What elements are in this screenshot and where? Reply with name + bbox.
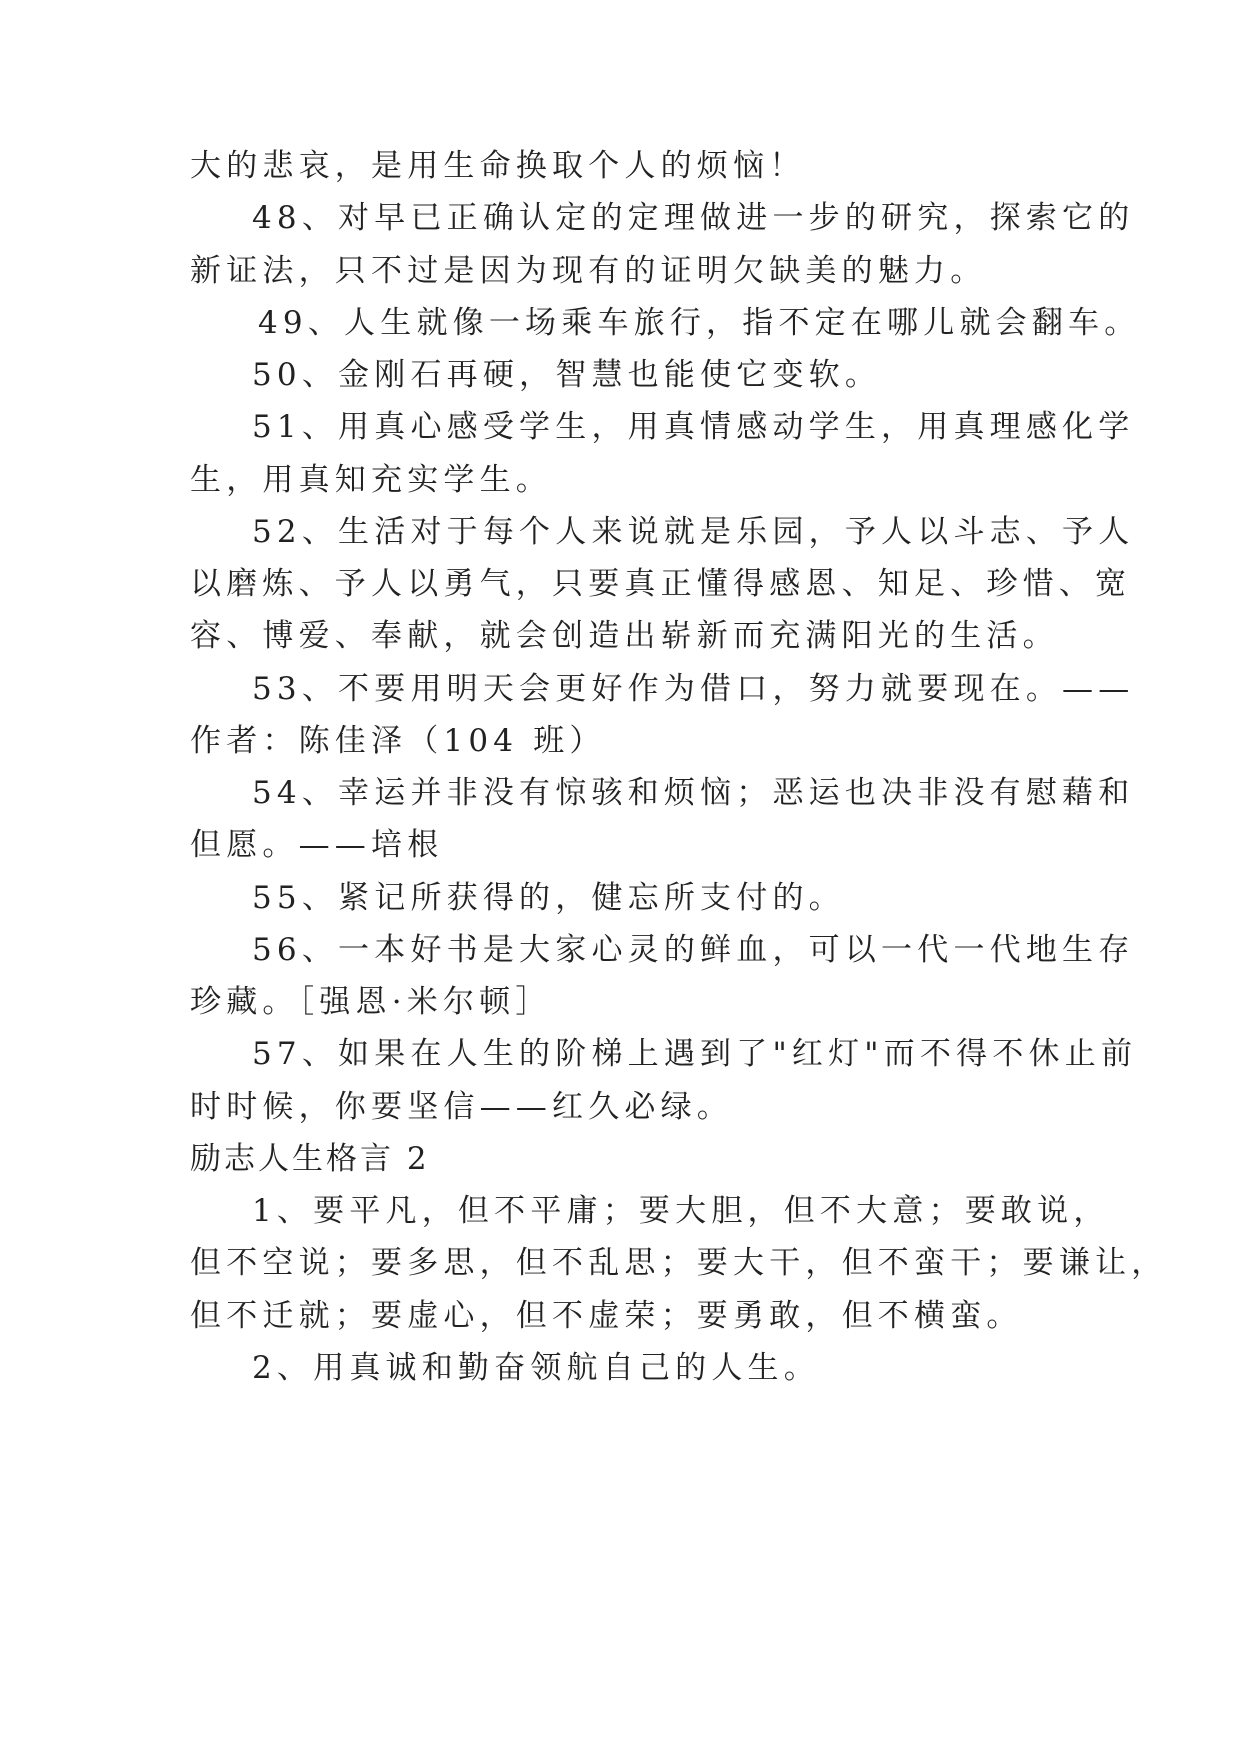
list-item-52: 52、生活对于每个人来说就是乐园，予人以斗志、予人 bbox=[252, 514, 1135, 550]
text-line: 以磨炼、予人以勇气，只要真正懂得感恩、知足、珍惜、宽 bbox=[190, 566, 1132, 602]
list-item-51: 51、用真心感受学生，用真情感动学生，用真理感化学 bbox=[252, 409, 1135, 445]
text-line: 但不空说；要多思，但不乱思；要大干，但不蛮干；要谦让， bbox=[190, 1245, 1168, 1281]
list-item-56: 56、一本好书是大家心灵的鲜血，可以一代一代地生存 bbox=[252, 932, 1135, 968]
text-line: 新证法，只不过是因为现有的证明欠缺美的魅力。 bbox=[190, 253, 987, 289]
list-item-53: 53、不要用明天会更好作为借口，努力就要现在。—— bbox=[252, 671, 1135, 707]
text-line: 大的悲哀，是用生命换取个人的烦恼！ bbox=[190, 148, 806, 184]
list-item-2: 2、用真诚和勤奋领航自己的人生。 bbox=[252, 1350, 820, 1386]
text-line: 但不迁就；要虚心，但不虚荣；要勇敢，但不横蛮。 bbox=[190, 1298, 1023, 1334]
list-item-57: 57、如果在人生的阶梯上遇到了"红灯"而不得不休止前 bbox=[252, 1036, 1138, 1072]
text-line: 容、博爱、奉献，就会创造出崭新而充满阳光的生活。 bbox=[190, 618, 1059, 654]
list-item-1: 1、要平凡，但不平庸；要大胆，但不大意；要敢说， bbox=[252, 1193, 1110, 1229]
text-line: 时时候，你要坚信——红久必绿。 bbox=[190, 1089, 733, 1125]
list-item-48: 48、对早已正确认定的定理做进一步的研究，探索它的 bbox=[252, 200, 1135, 236]
list-item-54: 54、幸运并非没有惊骇和烦恼；恶运也决非没有慰藉和 bbox=[252, 775, 1135, 811]
list-item-55: 55、紧记所获得的，健忘所支付的。 bbox=[252, 880, 845, 916]
text-line: 作者：陈佳泽（104 班） bbox=[190, 723, 606, 759]
list-item-49: 49、人生就像一场乘车旅行，指不定在哪儿就会翻车。 bbox=[258, 305, 1141, 341]
section-heading: 励志人生格言 2 bbox=[190, 1141, 430, 1177]
text-line: 生，用真知充实学生。 bbox=[190, 462, 552, 498]
text-line: 珍藏。［强恩·米尔顿］ bbox=[190, 984, 552, 1020]
text-line: 但愿。——培根 bbox=[190, 827, 444, 863]
list-item-50: 50、金刚石再硬，智慧也能使它变软。 bbox=[252, 357, 882, 393]
